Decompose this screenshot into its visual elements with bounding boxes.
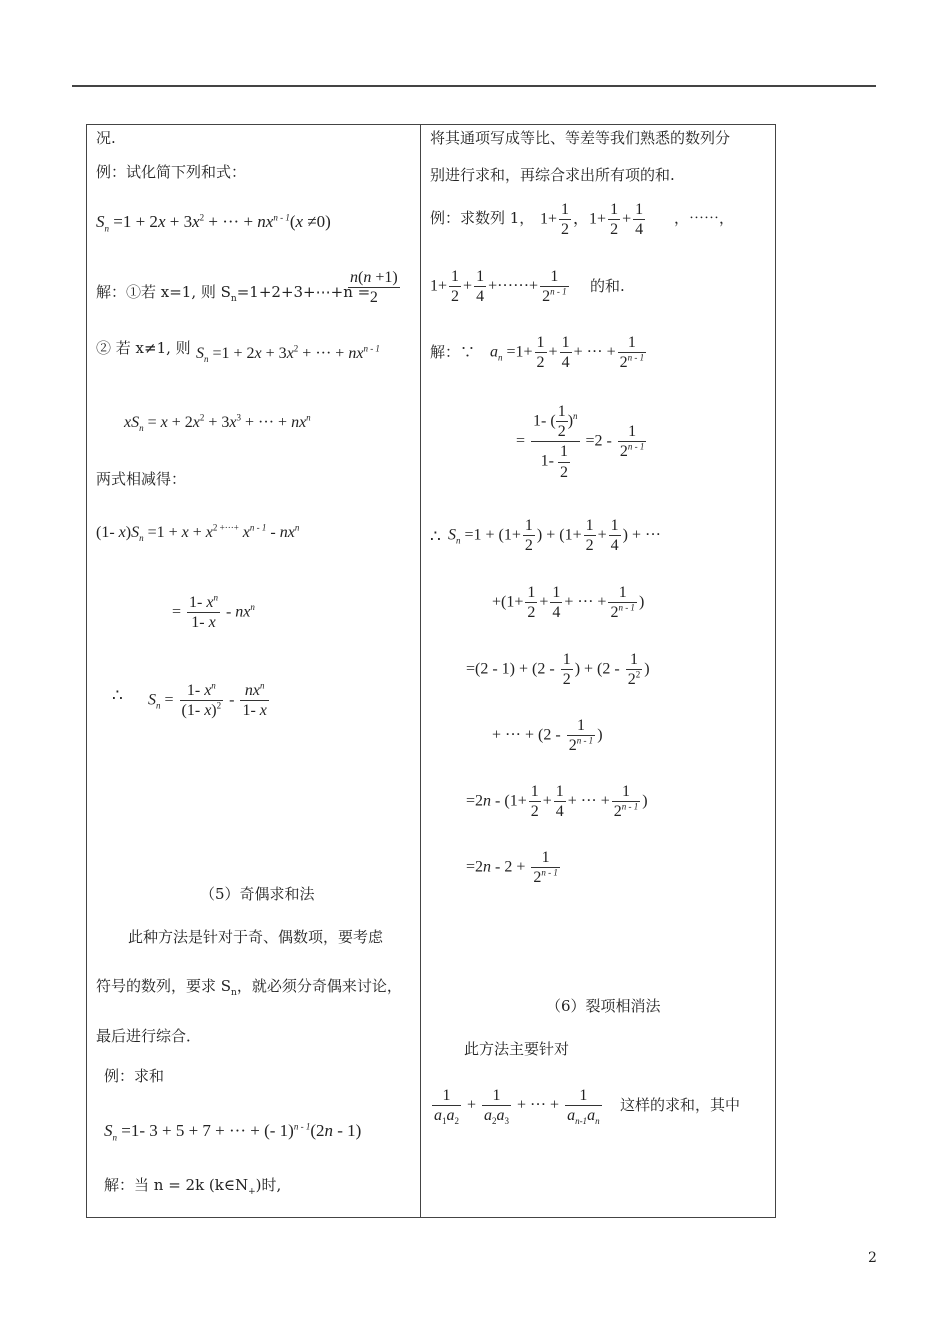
formula-difference: (1- $x)S_n =1 + x + x^{2 +\cdot\cdot\cdot+}$ $x^{n - 1} - nx^n$ <box>96 522 300 544</box>
solution-2-label: ② 若 x≠1, 则 <box>96 339 191 357</box>
section-5-paragraph-3: 最后进行综合． <box>96 1027 202 1045</box>
formula-n-n1-over-2: $\frac{n(n +1)}{2}$ <box>350 269 398 307</box>
right-example-prefix: 例：求数列 1， <box>430 209 535 227</box>
formula-sn-sequence-result: =2n - 2 + $\frac{1}{2^{n - 1}}$ <box>466 849 558 887</box>
section-6-paragraph-1: 此方法主要针对 <box>464 1040 570 1058</box>
formula-alternating-sum: $S_n =1-$ 3 + 5 + 7 + ··· + (- 1)$^{n - 1}$(2n - 1) <box>104 1121 362 1143</box>
formula-telescoping: $\frac{1}{a_1a_2}$ + $\frac{1}{a_2a_3}$ + ··· + $\frac{1}{a_{n-1}a_n}$ <box>434 1087 600 1127</box>
sequence-general-term: 1+ $\frac{1}{2}$ + $\frac{1}{4}$ +······+ $\frac{1}{2^{n - 1}}$ <box>430 268 567 306</box>
solution-because: 解：∵ <box>430 343 476 361</box>
subtract-label: 两式相减得： <box>96 470 187 488</box>
formula-an: $a_n =1+$ $\frac{1}{2}$ + $\frac{1}{4}$ + ··· + $\frac{1}{2^{n - 1}}$ <box>490 334 645 372</box>
formula-sn-sequence-4: + ··· + (2 - $\frac{1}{2^{n - 1}}$ ) <box>492 717 603 755</box>
header-rule <box>72 85 876 87</box>
section-5-paragraph-1: 此种方法是针对于奇、偶数项，要考虑 <box>128 928 384 946</box>
solution-3: 解：当 n = 2k $(k\in N_+)$时, <box>104 1176 282 1197</box>
formula-sn-result: $S_n$ = $\frac{1- x^n}{(1- x)^2}$ - $\frac{nx^n}{1- x}$ <box>148 680 267 720</box>
formula-sn-sequence-5: =2n - (1+ $\frac{1}{2}$ + $\frac{1}{4}$ + ··· + $\frac{1}{2^{n - 1}}$ ) <box>466 783 648 821</box>
page-number: 2 <box>868 1250 877 1266</box>
right-paragraph-2: 别进行求和，再综合求出所有项的和. <box>430 166 675 184</box>
column-divider <box>420 124 421 1218</box>
section-5-paragraph-2: 符号的数列，要求 $S_n$，就必须分奇偶来讨论， <box>96 977 402 998</box>
sequence-sum-suffix: 的和. <box>590 277 625 295</box>
formula-sn-sequence-2: +(1+ $\frac{1}{2}$ + $\frac{1}{4}$ + ··· + $\frac{1}{2^{n - 1}}$ ) <box>492 584 645 622</box>
left-line-1: 况. <box>96 129 116 147</box>
section-6-title: （6）裂项相消法 <box>546 997 661 1015</box>
formula-sn-sequence: $S_n =1 + (1+$ $\frac{1}{2}$ ) + (1+ $\frac{1}{2}$ + $\frac{1}{4}$ ) + ··· <box>448 517 661 555</box>
section-6-suffix: 这样的求和，其中 <box>620 1096 741 1114</box>
section-5-title: （5）奇偶求和法 <box>200 885 315 903</box>
formula-sn-2: $S_n =1 + 2x + 3x^2$ + ··· + $nx^{n - 1}$ <box>196 343 380 365</box>
therefore-left: ∴ <box>112 686 123 706</box>
formula-difference-2: = $\frac{1- x^n}{1- x}$ - $nx^n$ <box>172 592 255 632</box>
sequence-dots: ，⋯⋯， <box>674 209 735 227</box>
example-2-title: 例：求和 <box>104 1067 165 1085</box>
left-example-title: 例：试化简下列和式： <box>96 163 247 181</box>
formula-sn-sequence-3: =(2 - 1) + (2 - $\frac{1}{2}$ ) + (2 - $\frac{1}{2^2}$ ) <box>466 651 650 689</box>
formula-sn: $S_n =1 + 2x + 3x^2$ + ··· + $nx^{n - 1}(x \ne 0)$ <box>96 212 331 234</box>
sequence-terms: 1+ $\frac{1}{2}$ ，1+ $\frac{1}{2}$ + $\frac{1}{4}$ <box>540 201 644 239</box>
right-paragraph-1: 将其通项写成等比、等差等我们熟悉的数列分 <box>430 129 731 147</box>
therefore-right: ∴ <box>430 527 441 547</box>
formula-an-simplified: = 1- ( $\frac{1}{2}$ )$^n$ 1- $\frac{1}{2}$ =2 - $\frac{1}{2^{n - 1}}$ <box>516 403 645 481</box>
formula-xsn: $xS_n = x + 2x^2 + 3x^3$ + ··· + $nx^n$ <box>124 412 311 434</box>
solution-1: 解：①若 x=1, 则 $S_n=1+2+3+\cdots+n$ = <box>96 283 371 304</box>
